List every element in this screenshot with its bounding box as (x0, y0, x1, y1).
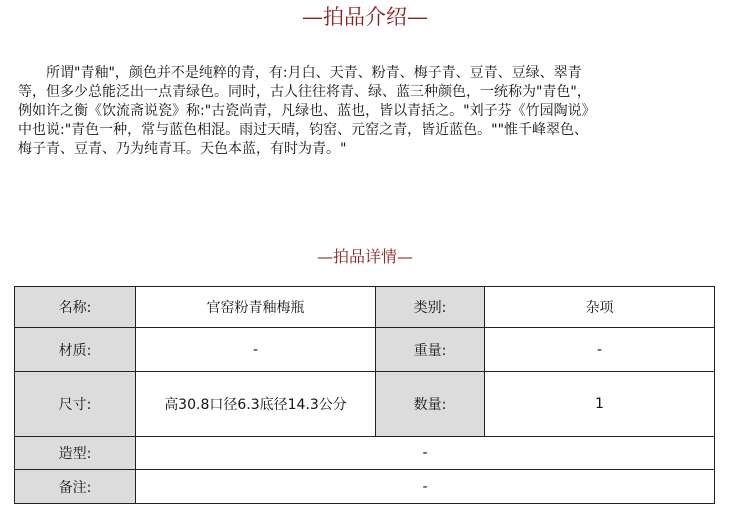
intro-line: 中也说:"青色一种，常与蓝色相混。雨过天晴，钧窑、元窑之青，皆近蓝色。""惟千峰翠色、 (18, 122, 589, 138)
intro-line: 例如许之衡《饮流斋说瓷》称:"古瓷尚青，凡绿也、蓝也，皆以青括之。"刘子芬《竹园陶说》 (18, 103, 596, 119)
table-row (15, 437, 715, 470)
material-value: - (136, 328, 376, 372)
material-label: 材质: (15, 328, 136, 372)
name-label: 名称: (15, 287, 136, 328)
category-label: 类别: (376, 287, 485, 328)
name-value: 官窑粉青釉梅瓶 (136, 287, 376, 328)
page-title: —拍品介绍— (302, 5, 428, 29)
details-title: —拍品详情— (316, 247, 413, 266)
quantity-value: 1 (485, 372, 715, 437)
table-row (15, 287, 715, 328)
intro-line: 所谓"青釉"，颜色并不是纯粹的青，有:月白、天青、粉青、梅子青、豆青、豆绿、翠青 (46, 65, 582, 81)
intro-line: 梅子青、豆青、乃为纯青耳。天色本蓝，有时为青。" (18, 141, 347, 157)
remark-label: 备注: (15, 470, 136, 504)
category-value: 杂项 (485, 287, 715, 328)
shape-label: 造型: (15, 437, 136, 470)
size-label: 尺寸: (15, 372, 136, 437)
intro-line: 等，但多少总能泛出一点青绿色。同时，古人往往将青、绿、蓝三种颜色，一统称为"青色"， (18, 84, 591, 100)
weight-label: 重量: (376, 328, 485, 372)
weight-value: - (485, 328, 715, 372)
remark-value: - (136, 470, 715, 504)
table-row (15, 372, 715, 437)
shape-value: - (136, 437, 715, 470)
quantity-label: 数量: (376, 372, 485, 437)
details-table (14, 286, 715, 504)
table-row (15, 328, 715, 372)
size-value: 高30.8口径6.3底径14.3公分 (136, 372, 376, 437)
intro-paragraph (18, 64, 723, 159)
table-row (15, 470, 715, 504)
